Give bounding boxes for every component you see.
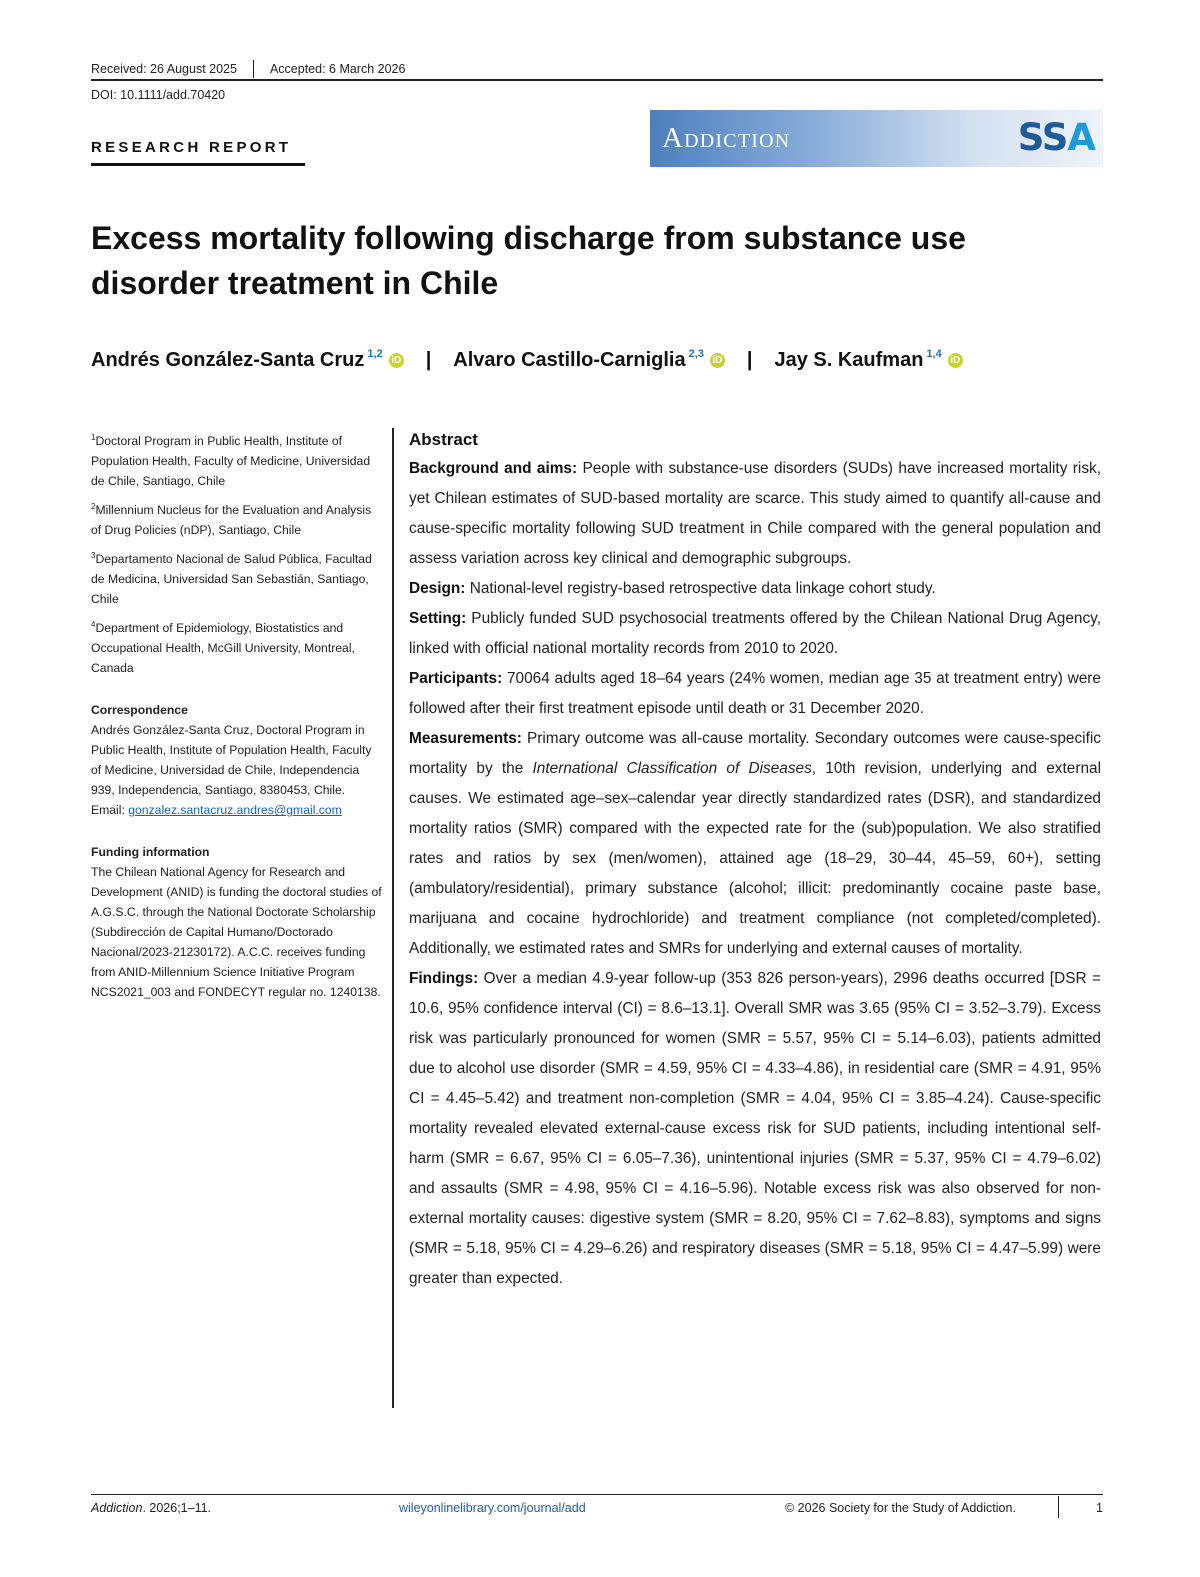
journal-banner — [650, 110, 1103, 167]
society-logo: SSA — [1017, 116, 1095, 159]
author-name[interactable]: Jay S. Kaufman — [774, 349, 924, 371]
funding-text: The Chilean National Agency for Research and Development (ANID) is funding the doctoral studies of A.G.S.C. through the National Doctorate Scholarship (Subdirección de Capital Humano/Doctorado Nacional/2023-21230172). A.C.C. receives funding from ANID-Millennium Science Initiative Program NCS2021_003 and FONDECYT regular no. 1240138. — [91, 865, 382, 1000]
section-underline — [91, 163, 305, 166]
section-label: RESEARCH REPORT — [91, 139, 292, 156]
abstract-divider — [392, 428, 394, 1408]
copyright: © 2026 Society for the Study of Addiction. — [785, 1501, 1016, 1515]
accepted-date: Accepted: 6 March 2026 — [269, 62, 406, 76]
affiliation: $^1$Doctoral Program in Public Health, Institute of Population Health, Faculty of Medicine, Universidad de Chile, Santiago, Chile — [91, 433, 371, 489]
footer-rule — [91, 1494, 1103, 1495]
author-separator: | — [425, 349, 432, 371]
abstract-findings: Findings: Over a median 4.9-year follow-up (353 826 person-years), 2996 deaths occurred [DSR = 10.6, 95% confidence interval (CI) = 8.6–13.1]. Overall SMR was 3.65 (95% CI = 3.52–3.79). Excess risk was particularly pronounced for women (SMR = 5.57, 95% CI = 5.14–6.03), patients admitted due to alcohol use disorder (SMR = 4.59, 95% CI = 4.33–4.86), in residential care (SMR = 4.91, 95% CI = 4.45–5.42) and treatment non-completion (SMR = 4.04, 95% CI = 3.85–4.24). Cause-specific mortality revealed elevated external-cause excess risk for SUD patients, including intentional self-harm (SMR = 6.67, 95% CI = 6.05–7.36), unintentional injuries (SMR = 5.37, 95% CI = 4.79–6.02) and assaults (SMR = 4.98, 95% CI = 4.16–5.96). Notable excess risk was also observed for non-external mortality causes: digestive system (SMR = 8.20, 95% CI = 7.62–8.83), symptoms and signs (SMR = 5.18, 95% CI = 4.29–6.26) and respiratory diseases (SMR = 5.18, 95% CI = 4.47–5.99) were greater than expected. — [409, 970, 1101, 1287]
article-title: Excess mortality following discharge from substance use disorder treatment in Chile — [91, 220, 966, 301]
abstract-background: Background and aims: People with substance-use disorders (SUDs) have increased mortality risk, yet Chilean estimates of SUD-based mortality are scarce. This study aimed to quantify all-cause and cause-specific mortality following SUD treatment in Chile compared with the general population and assess variation across key clinical and demographic subgroups. — [409, 460, 1101, 567]
page-number: 1 — [1096, 1501, 1103, 1515]
abstract-setting: Setting: Publicly funded SUD psychosocial treatments offered by the Chilean National Drug Agency, linked with official national mortality records from 2010 to 2020. — [409, 610, 1101, 657]
article-dates — [91, 60, 405, 78]
orcid-icon[interactable]: iD — [389, 353, 404, 368]
abstract-design: Design: National-level registry-based retrospective data linkage cohort study. — [409, 580, 936, 597]
affiliation: $^3$Departamento Nacional de Salud Pública, Facultad de Medicina, Universidad San Sebastián, Santiago, Chile — [91, 551, 372, 607]
abstract-heading: Abstract — [409, 430, 478, 449]
correspondence-text: Andrés González-Santa Cruz, Doctoral Program in Public Health, Institute of Population Health, Faculty of Medicine, Universidad de Chile, Independencia 939, Independencia, Santiago, 8380453, Chile. — [91, 723, 372, 798]
author-name[interactable]: Alvaro Castillo-Carniglia — [453, 349, 686, 371]
orcid-icon[interactable]: iD — [948, 353, 963, 368]
email-link[interactable]: gonzalez.santacruz.andres@gmail.com — [128, 803, 342, 818]
author-name[interactable]: Andrés González-Santa Cruz — [91, 349, 365, 371]
meta-divider — [253, 60, 254, 78]
orcid-icon[interactable]: iD — [710, 353, 725, 368]
affiliation: $^4$Department of Epidemiology, Biostatistics and Occupational Health, McGill University, Montreal, Canada — [91, 620, 355, 676]
author-separator: | — [746, 349, 753, 371]
author-affiliation-ref[interactable]: 1,4 — [926, 347, 942, 360]
journal-url-link[interactable]: wileyonlinelibrary.com/journal/add — [399, 1501, 586, 1515]
affiliation: $^2$Millennium Nucleus for the Evaluation and Analysis of Drug Policies (nDP), Santiago, Chile — [91, 502, 372, 538]
abstract-participants: Participants: 70064 adults aged 18–64 years (24% women, median age 35 at treatment entry) were followed after their first treatment episode until death or 31 December 2020. — [409, 670, 1101, 717]
footer-citation: Addiction. 2026;1–11. — [91, 1501, 212, 1515]
correspondence-email: Email: gonzalez.santacruz.andres@gmail.com — [91, 803, 342, 818]
correspondence-heading: Correspondence — [91, 703, 188, 718]
abstract — [409, 428, 1101, 1294]
front-matter-sidebar — [91, 428, 383, 1002]
header-rule — [91, 79, 1103, 81]
doi[interactable]: DOI: 10.1111/add.70420 — [91, 88, 226, 102]
journal-name: Addiction — [662, 122, 791, 154]
author-affiliation-ref[interactable]: 2,3 — [688, 347, 704, 360]
abstract-measurements: Measurements: Primary outcome was all-cause mortality. Secondary outcomes were cause-specific mortality by the International Classification of Diseases, 10th revision, underlying and external causes. We estimated age–sex–calendar year directly standardized rates (DSR), and standardized mortality ratios (SMR) compared with the expected rate for the (sub)population. We also stratified rates and ratios by sex (men/women), attained age (18–29, 30–44, 45–59, 60+), setting (ambulatory/residential), primary substance (alcohol; illicit: predominantly cocaine paste base, marijuana and cocaine hydrochloride) and treatment compliance (not completed/completed). Additionally, we estimated rates and SMRs for underlying and external causes of mortality. — [409, 730, 1101, 957]
footer-divider — [1058, 1496, 1059, 1518]
funding-heading: Funding information — [91, 845, 210, 860]
received-date: Received: 26 August 2025 — [91, 62, 237, 76]
author-affiliation-ref[interactable]: 1,2 — [367, 347, 383, 360]
author-list — [91, 349, 963, 372]
